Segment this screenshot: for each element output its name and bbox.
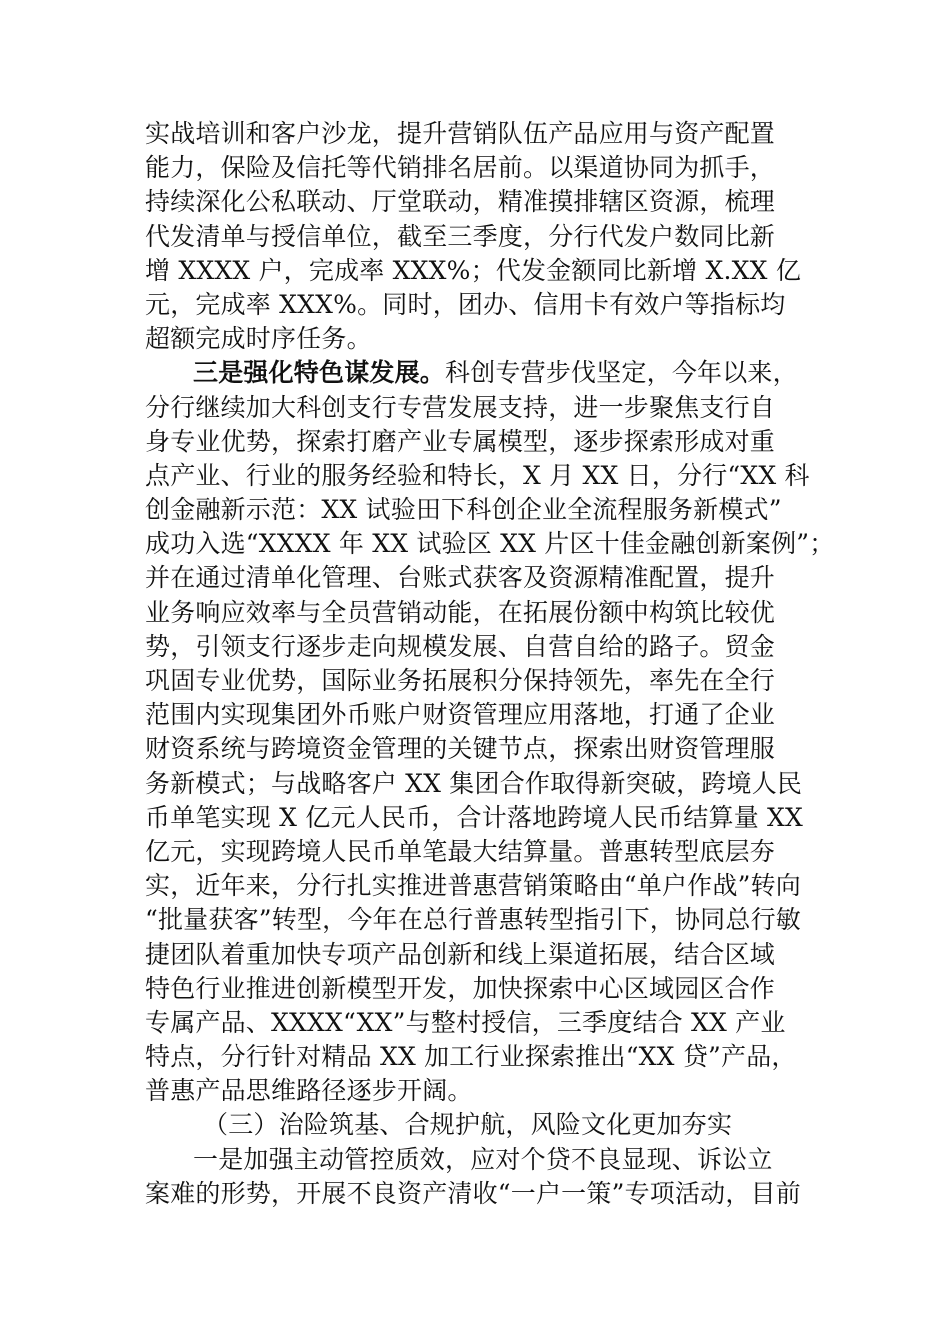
line-text: 普惠产品思维路径逐步开阔。 <box>145 1076 473 1106</box>
paragraph-line <box>145 254 845 288</box>
paragraph-line <box>145 903 845 937</box>
paragraph-line <box>145 767 845 801</box>
line-text: 特色行业推进创新模型开发，加快探索中心区域园区合作 <box>145 973 776 1003</box>
paragraph-line <box>145 596 845 630</box>
paragraph-line <box>145 493 845 527</box>
paragraph-line <box>145 391 845 425</box>
paragraph-line <box>145 322 845 356</box>
line-text: 分行继续加大科创支行专营发展支持，进一步聚焦支行自 <box>145 392 776 422</box>
paragraph-line <box>145 664 845 698</box>
paragraph-line <box>145 835 845 869</box>
paragraph-line <box>145 630 845 664</box>
line-text: 身专业优势，探索打磨产业专属模型，逐步探索形成对重 <box>145 426 776 456</box>
paragraph-line <box>145 1108 845 1142</box>
line-text: 务新模式；与战略客户 XX 集团合作取得新突破，跨境人民 <box>145 768 803 798</box>
line-text: 成功入选“XXXX 年 XX 试验区 XX 片区十佳金融创新案例”； <box>145 529 835 559</box>
paragraph-line <box>145 938 845 972</box>
line-text: 业务响应效率与全员营销动能，在拓展份额中构筑比较优 <box>145 597 776 627</box>
paragraph-line <box>145 801 845 835</box>
line-text: 实战培训和客户沙龙，提升营销队伍产品应用与资产配置 <box>145 119 776 148</box>
line-text: 案难的形势，开展不良资产清收“一户一策”专项活动，目前 <box>145 1178 801 1208</box>
line-text: 捷团队着重加快专项产品创新和线上渠道拓展，结合区域 <box>145 939 776 969</box>
paragraph-line <box>145 732 845 766</box>
paragraph-line <box>145 1177 845 1211</box>
paragraph-line <box>145 1006 845 1040</box>
line-text: 点产业、行业的服务经验和特长，X 月 XX 日，分行“XX 科 <box>145 460 810 490</box>
line-text: 代发清单与授信单位，截至三季度，分行代发户数同比新 <box>145 221 776 251</box>
line-text: 科创专营步伐坚定，今年以来， <box>445 358 798 388</box>
paragraph-line <box>145 1040 845 1074</box>
line-text: 范围内实现集团外币账户财资管理应用落地，打通了企业 <box>145 700 776 730</box>
line-text: 特点，分行针对精品 XX 加工行业探索推出“XX 贷”产品， <box>145 1042 797 1072</box>
bold-lead-text: 三是强化特色谋发展。 <box>193 358 446 388</box>
document-body <box>145 117 845 1211</box>
paragraph-line <box>145 869 845 903</box>
line-text: 能力，保险及信托等代销排名居前。以渠道协同为抓手， <box>145 153 776 183</box>
paragraph-line <box>145 561 845 595</box>
paragraph-line <box>145 185 845 219</box>
line-text: 增 XXXX 户，完成率 XXX%；代发金额同比新增 X.XX 亿 <box>145 255 802 285</box>
line-text: 元，完成率 XXX%。同时，团办、信用卡有效户等指标均 <box>145 289 786 319</box>
line-text: 巩固专业优势，国际业务拓展积分保持领先，率先在全行 <box>145 666 776 695</box>
line-text: 创金融新示范：XX 试验田下科创企业全流程服务新模式” <box>145 495 782 525</box>
paragraph-line <box>145 459 845 493</box>
line-text: “批量获客”转型，今年在总行普惠转型指引下，协同总行敏 <box>145 905 801 935</box>
paragraph-line <box>145 527 845 561</box>
line-text: 亿元，实现跨境人民币单笔最大结算量。普惠转型底层夯 <box>145 836 776 866</box>
line-text: 并在通过清单化管理、台账式获客及资源精准配置，提升 <box>145 563 776 593</box>
paragraph-line <box>145 151 845 185</box>
paragraph-line <box>145 1074 845 1108</box>
line-text: 财资系统与跨境资金管理的关键节点，探索出财资管理服 <box>145 734 776 764</box>
paragraph-line <box>145 972 845 1006</box>
paragraph-line <box>145 1143 845 1177</box>
line-text: 持续深化公私联动、厅堂联动，精准摸排辖区资源，梳理 <box>145 187 776 217</box>
paragraph-line <box>145 288 845 322</box>
paragraph-line <box>145 356 845 390</box>
line-text: 专属产品、XXXX“XX”与整村授信，三季度结合 XX 产业 <box>145 1007 786 1037</box>
paragraph-line <box>145 698 845 732</box>
paragraph-line <box>145 425 845 459</box>
paragraph-line <box>145 117 845 151</box>
line-text: 超额完成时序任务。 <box>145 324 372 354</box>
line-text: 一是加强主动管控质效，应对个贷不良显现、诉讼立 <box>193 1144 773 1174</box>
line-text: （三）治险筑基、合规护航，风险文化更加夯实 <box>203 1110 733 1140</box>
paragraph-line <box>145 220 845 254</box>
line-text: 币单笔实现 X 亿元人民币，合计落地跨境人民币结算量 XX <box>145 802 804 832</box>
line-text: 实，近年来，分行扎实推进普惠营销策略由“单户作战”转向 <box>145 871 801 901</box>
line-text: 势，引领支行逐步走向规模发展、自营自给的路子。贸金 <box>145 631 776 661</box>
